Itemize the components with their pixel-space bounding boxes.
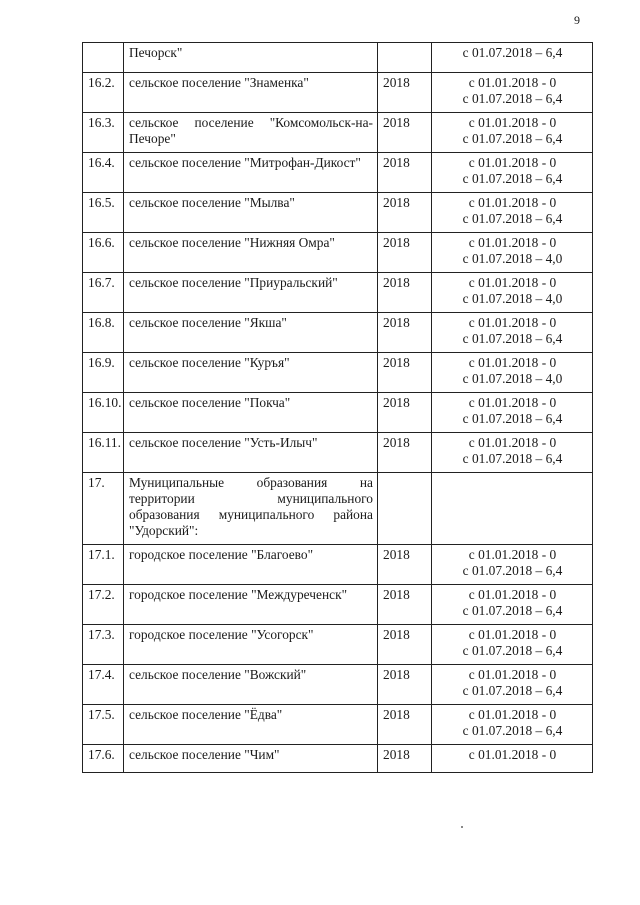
name-line: сельское поселение "Мылва" (129, 195, 295, 210)
rate-line: с 01.07.2018 – 6,4 (462, 91, 563, 106)
rate-cell (432, 273, 593, 313)
year-cell (378, 43, 432, 73)
rate-cell (432, 473, 593, 545)
rate-cell (432, 625, 593, 665)
row-number: 17.4. (83, 665, 124, 705)
municipality-name (124, 153, 378, 193)
rate-cell (432, 193, 593, 233)
row-number: 16.5. (83, 193, 124, 233)
municipality-name (124, 193, 378, 233)
year-cell: 2018 (378, 153, 432, 193)
table-row (83, 665, 593, 705)
year-cell: 2018 (378, 433, 432, 473)
rate-line: с 01.01.2018 - 0 (468, 627, 557, 642)
year-cell: 2018 (378, 545, 432, 585)
year-cell: 2018 (378, 393, 432, 433)
rate-cell (432, 313, 593, 353)
municipality-name (124, 745, 378, 773)
year-cell: 2018 (378, 233, 432, 273)
table-row (83, 43, 593, 73)
name-line: Муниципальные образования на (129, 475, 373, 490)
municipality-name (124, 43, 378, 73)
row-number: 16.7. (83, 273, 124, 313)
year-cell (378, 473, 432, 545)
name-line: "Удорский": (129, 523, 199, 538)
rate-cell (432, 43, 593, 73)
municipality-name (124, 393, 378, 433)
name-line: сельское поселение "Нижняя Омра" (129, 235, 335, 250)
rate-line: с 01.07.2018 – 6,4 (462, 171, 563, 186)
rate-cell (432, 705, 593, 745)
rate-line: с 01.01.2018 - 0 (468, 235, 557, 250)
table-row (83, 193, 593, 233)
row-number: 16.2. (83, 73, 124, 113)
year-cell: 2018 (378, 745, 432, 773)
name-line: сельское поселение "Комсомольск-на- (129, 115, 373, 130)
municipality-name (124, 273, 378, 313)
year-cell: 2018 (378, 665, 432, 705)
table-row (83, 273, 593, 313)
table-row (83, 745, 593, 773)
rate-cell (432, 665, 593, 705)
municipality-name (124, 545, 378, 585)
rate-line: с 01.07.2018 – 6,4 (462, 211, 563, 226)
row-number: 16.10. (83, 393, 124, 433)
year-cell: 2018 (378, 313, 432, 353)
rate-line: с 01.01.2018 - 0 (468, 395, 557, 410)
name-line: сельское поселение "Митрофан-Дикост" (129, 155, 361, 170)
rate-cell (432, 433, 593, 473)
rate-line: с 01.07.2018 – 6,4 (462, 683, 563, 698)
rate-cell (432, 233, 593, 273)
rate-cell (432, 545, 593, 585)
table-row (83, 233, 593, 273)
rate-line: с 01.01.2018 - 0 (468, 115, 557, 130)
table-row (83, 585, 593, 625)
rate-line: с 01.07.2018 – 4,0 (462, 251, 563, 266)
row-number (83, 43, 124, 73)
municipality-name (124, 73, 378, 113)
rate-line: с 01.07.2018 – 4,0 (462, 291, 563, 306)
table-row (83, 313, 593, 353)
name-line: сельское поселение "Чим" (129, 747, 280, 762)
table-row (83, 625, 593, 665)
rate-cell (432, 585, 593, 625)
year-cell: 2018 (378, 585, 432, 625)
name-line: образования муниципального района (129, 507, 373, 522)
rate-cell (432, 153, 593, 193)
rate-line: с 01.07.2018 – 6,4 (462, 563, 563, 578)
name-line: сельское поселение "Приуральский" (129, 275, 338, 290)
scan-speck (461, 826, 463, 828)
row-number: 16.6. (83, 233, 124, 273)
municipality-name (124, 313, 378, 353)
table-row (83, 73, 593, 113)
table-row (83, 113, 593, 153)
row-number: 17.6. (83, 745, 124, 773)
name-line: Печорск" (129, 45, 183, 60)
name-line: сельское поселение "Вожский" (129, 667, 307, 682)
rate-line: с 01.01.2018 - 0 (468, 195, 557, 210)
municipality-name (124, 353, 378, 393)
municipality-name (124, 665, 378, 705)
year-cell: 2018 (378, 113, 432, 153)
name-line: Печоре" (129, 131, 176, 146)
rate-line: с 01.07.2018 – 6,4 (462, 131, 563, 146)
municipality-name (124, 433, 378, 473)
name-line: сельское поселение "Покча" (129, 395, 291, 410)
municipality-name (124, 473, 378, 545)
rate-line: с 01.01.2018 - 0 (468, 155, 557, 170)
name-line: сельское поселение "Знаменка" (129, 75, 309, 90)
rate-line: с 01.07.2018 – 6,4 (462, 411, 563, 426)
rate-line: с 01.01.2018 - 0 (468, 315, 557, 330)
table-row (83, 433, 593, 473)
rate-cell (432, 745, 593, 773)
rate-cell (432, 393, 593, 433)
row-number: 16.4. (83, 153, 124, 193)
name-line: городское поселение "Благоево" (129, 547, 314, 562)
row-number: 16.9. (83, 353, 124, 393)
table-row (83, 473, 593, 545)
name-line: городское поселение "Усогорск" (129, 627, 314, 642)
municipality-name (124, 585, 378, 625)
year-cell: 2018 (378, 705, 432, 745)
row-number: 17.1. (83, 545, 124, 585)
table-row (83, 153, 593, 193)
name-line: территории муниципального (129, 491, 373, 506)
name-line: сельское поселение "Усть-Илыч" (129, 435, 318, 450)
rate-line: с 01.07.2018 – 6,4 (462, 723, 563, 738)
rate-line: с 01.07.2018 – 6,4 (462, 451, 563, 466)
year-cell: 2018 (378, 625, 432, 665)
rate-line: с 01.07.2018 – 6,4 (462, 331, 563, 346)
table-body (83, 43, 593, 773)
year-cell: 2018 (378, 73, 432, 113)
name-line: сельское поселение "Якша" (129, 315, 287, 330)
rate-cell (432, 73, 593, 113)
row-number: 16.11. (83, 433, 124, 473)
rate-cell (432, 353, 593, 393)
page-number: 9 (574, 13, 580, 27)
rate-line: с 01.07.2018 – 4,0 (462, 371, 563, 386)
tariff-table (82, 42, 593, 773)
rate-cell (432, 113, 593, 153)
rate-line: с 01.01.2018 - 0 (468, 547, 557, 562)
table-row (83, 545, 593, 585)
table-row (83, 393, 593, 433)
name-line: сельское поселение "Куръя" (129, 355, 290, 370)
row-number: 17. (83, 473, 124, 545)
year-cell: 2018 (378, 193, 432, 233)
row-number: 17.2. (83, 585, 124, 625)
municipality-name (124, 113, 378, 153)
rate-line: с 01.07.2018 – 6,4 (462, 45, 563, 60)
row-number: 16.3. (83, 113, 124, 153)
rate-line: с 01.07.2018 – 6,4 (462, 603, 563, 618)
row-number: 17.3. (83, 625, 124, 665)
name-line: городское поселение "Междуреченск" (129, 587, 348, 602)
row-number: 16.8. (83, 313, 124, 353)
rate-line: с 01.01.2018 - 0 (468, 275, 557, 290)
rate-line: с 01.01.2018 - 0 (468, 75, 557, 90)
year-cell: 2018 (378, 273, 432, 313)
rate-line: с 01.01.2018 - 0 (468, 355, 557, 370)
table-row (83, 705, 593, 745)
rate-line: с 01.01.2018 - 0 (468, 707, 557, 722)
municipality-name (124, 705, 378, 745)
year-cell: 2018 (378, 353, 432, 393)
municipality-name (124, 625, 378, 665)
table-row (83, 353, 593, 393)
rate-line: с 01.01.2018 - 0 (468, 435, 557, 450)
rate-line: с 01.01.2018 - 0 (468, 747, 557, 762)
row-number: 17.5. (83, 705, 124, 745)
rate-line: с 01.07.2018 – 6,4 (462, 643, 563, 658)
rate-line: с 01.01.2018 - 0 (468, 667, 557, 682)
name-line: сельское поселение "Ёдва" (129, 707, 283, 722)
municipality-name (124, 233, 378, 273)
rate-line: с 01.01.2018 - 0 (468, 587, 557, 602)
